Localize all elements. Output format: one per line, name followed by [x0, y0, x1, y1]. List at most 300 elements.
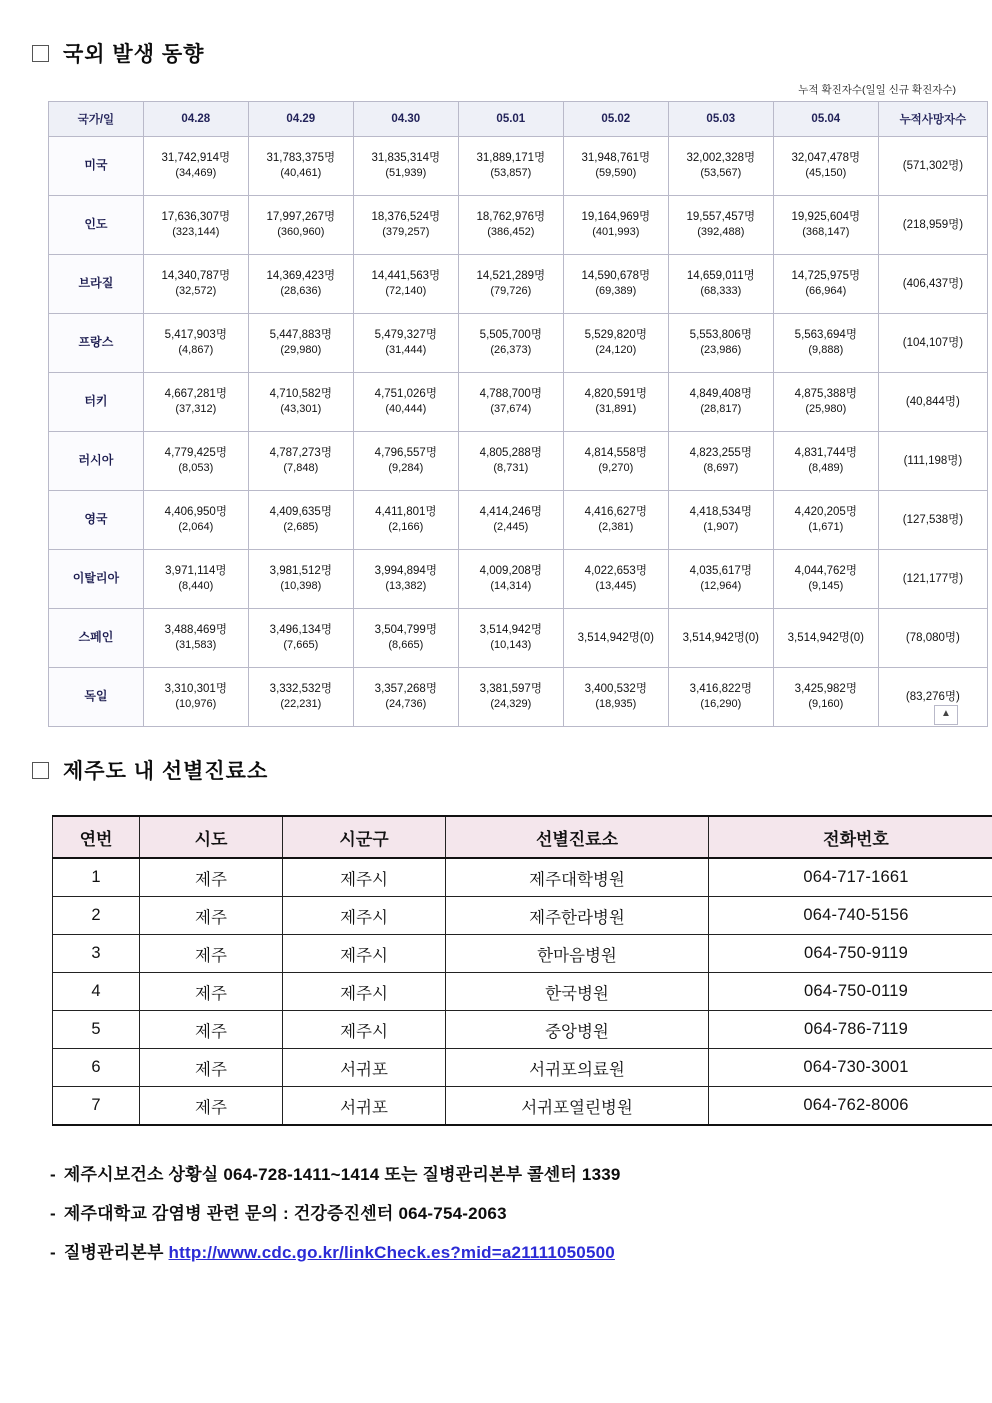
cumulative-value: 3,416,822명: [689, 682, 752, 695]
table-row: [49, 373, 988, 432]
cumulative-value: 3,496,134명: [269, 623, 332, 636]
country-name: 이탈리아: [49, 550, 144, 609]
daily-value: (9,888): [808, 344, 844, 357]
daily-value: (29,980): [280, 344, 322, 357]
daily-value: (9,145): [808, 580, 844, 593]
cumulative-value: 17,997,267명: [266, 210, 336, 223]
data-cell: [563, 668, 668, 727]
country-name: 독일: [49, 668, 144, 727]
note-dash: -: [50, 1243, 56, 1262]
cumulative-value: 32,047,478명: [791, 151, 861, 164]
cumulative-value: 4,409,635명: [269, 505, 332, 518]
daily-value: (28,636): [280, 285, 322, 298]
death-total: (40,844명): [878, 373, 987, 432]
cumulative-value: 31,742,914명: [161, 151, 231, 164]
world-trend-table: [48, 101, 988, 727]
daily-value: (40,461): [280, 167, 322, 180]
data-cell: [353, 314, 458, 373]
data-cell: [248, 196, 353, 255]
table-row: [49, 668, 988, 727]
cumulative-value: 5,553,806명: [689, 328, 752, 341]
cumulative-value: 3,488,469명: [164, 623, 227, 636]
daily-value: (2,685): [283, 521, 319, 534]
daily-value: (2,381): [598, 521, 634, 534]
note-text-2: 제주대학교 감염병 관련 문의 : 건강증진센터 064-754-2063: [63, 1204, 507, 1223]
table-row: [49, 137, 988, 196]
death-total: (127,538명): [878, 491, 987, 550]
daily-value: (8,440): [178, 580, 214, 593]
cumulative-value: 3,504,799명: [374, 623, 437, 636]
data-cell: [353, 550, 458, 609]
clinic-name: 한국병원: [446, 973, 709, 1011]
table-row: [53, 1087, 992, 1126]
data-cell: [143, 432, 248, 491]
data-cell: [458, 373, 563, 432]
col-header-phone: 전화번호: [709, 816, 992, 858]
checkbox-icon[interactable]: [32, 762, 49, 779]
data-cell: [668, 373, 773, 432]
cumulative-value: 4,814,558명: [584, 446, 647, 459]
table-row: [49, 609, 988, 668]
cumulative-value: 4,022,653명: [584, 564, 647, 577]
data-cell: [458, 314, 563, 373]
daily-value: (9,270): [598, 462, 634, 475]
country-name: 영국: [49, 491, 144, 550]
daily-value: (53,857): [490, 167, 532, 180]
data-cell: [773, 432, 878, 491]
cumulative-value: 17,636,307명: [161, 210, 231, 223]
cumulative-value: 4,035,617명: [689, 564, 752, 577]
data-cell: [248, 137, 353, 196]
clinic-phone: 064-786-7119: [709, 1011, 992, 1049]
col-header-0428: 04.28: [143, 102, 248, 137]
country-name: 프랑스: [49, 314, 144, 373]
clinic-phone: 064-740-5156: [709, 897, 992, 935]
cumulative-value: 3,994,894명: [374, 564, 437, 577]
clinic-phone: 064-730-3001: [709, 1049, 992, 1087]
table-row: [53, 1011, 992, 1049]
cumulative-value: 3,971,114명: [165, 564, 227, 577]
data-cell: [458, 196, 563, 255]
daily-value: (13,445): [595, 580, 637, 593]
table-row: [53, 935, 992, 973]
data-cell: [248, 550, 353, 609]
cumulative-value: 3,400,532명: [584, 682, 647, 695]
note-line-3: [50, 1238, 960, 1263]
scroll-up-icon[interactable]: ▲: [934, 705, 958, 725]
table-row: [53, 1049, 992, 1087]
col-header-0504: 05.04: [773, 102, 878, 137]
col-header-sido: 시도: [140, 816, 283, 858]
cumulative-value: 5,563,694명: [794, 328, 857, 341]
daily-value: (59,590): [595, 167, 637, 180]
cumulative-value: 3,310,301명: [164, 682, 227, 695]
daily-value: (8,489): [808, 462, 844, 475]
daily-value: (37,674): [490, 403, 532, 416]
cumulative-value: 4,820,591명: [584, 387, 647, 400]
data-cell: [248, 609, 353, 668]
table-header-row: [49, 102, 988, 137]
daily-value: (4,867): [178, 344, 214, 357]
death-total: (571,302명): [878, 137, 987, 196]
clinic-no: 5: [53, 1011, 140, 1049]
table-row: [53, 858, 992, 897]
data-cell: [248, 432, 353, 491]
col-header-0501: 05.01: [458, 102, 563, 137]
cumulative-value: 3,381,597명: [479, 682, 542, 695]
daily-value: (40,444): [385, 403, 427, 416]
footnotes: [50, 1160, 960, 1263]
death-total: (406,437명): [878, 255, 987, 314]
data-cell: [248, 668, 353, 727]
daily-value: (37,312): [175, 403, 217, 416]
data-cell: [248, 491, 353, 550]
daily-value: (8,697): [703, 462, 739, 475]
cumulative-value: 4,875,388명: [794, 387, 857, 400]
clinic-sigungu: 제주시: [283, 1011, 446, 1049]
daily-value: (360,960): [277, 226, 325, 239]
daily-value: (22,231): [280, 698, 322, 711]
daily-value: (2,166): [388, 521, 424, 534]
country-name: 러시아: [49, 432, 144, 491]
world-table-body: [49, 137, 988, 727]
data-cell: [773, 314, 878, 373]
daily-value: (31,583): [175, 639, 217, 652]
data-cell: [353, 609, 458, 668]
daily-value: (7,848): [283, 462, 319, 475]
cumulative-value: 14,521,289명: [476, 269, 546, 282]
data-cell: [458, 255, 563, 314]
death-total: (78,080명): [878, 609, 987, 668]
daily-value: (34,469): [175, 167, 217, 180]
note-text-3: 질병관리본부: [63, 1243, 164, 1262]
data-cell: [668, 609, 773, 668]
daily-value: (43,301): [280, 403, 322, 416]
data-cell: [248, 314, 353, 373]
cumulative-value: 18,762,976명: [476, 210, 546, 223]
country-name: 미국: [49, 137, 144, 196]
data-cell: [143, 196, 248, 255]
cumulative-value: 3,514,942명(0): [787, 631, 864, 644]
cumulative-value: 4,418,534명: [689, 505, 752, 518]
cumulative-value: 4,831,744명: [794, 446, 857, 459]
cumulative-value: 4,751,026명: [374, 387, 437, 400]
daily-value: (26,373): [490, 344, 532, 357]
data-cell: [773, 609, 878, 668]
cumulative-value: 5,479,327명: [374, 328, 437, 341]
clinic-no: 3: [53, 935, 140, 973]
clinic-table-wrapper: [52, 815, 960, 1126]
clinic-sido: 제주: [140, 858, 283, 897]
data-cell: [563, 196, 668, 255]
clinic-sigungu: 제주시: [283, 858, 446, 897]
data-cell: [668, 314, 773, 373]
cumulative-value: 4,420,205명: [794, 505, 857, 518]
data-cell: [143, 668, 248, 727]
daily-value: (24,120): [595, 344, 637, 357]
data-cell: [353, 137, 458, 196]
data-cell: [143, 255, 248, 314]
daily-value: (1,671): [808, 521, 844, 534]
clinic-sido: 제주: [140, 897, 283, 935]
table-header-row: [53, 816, 992, 858]
cumulative-value: 4,849,408명: [689, 387, 752, 400]
cumulative-value: 4,779,425명: [164, 446, 227, 459]
daily-value: (8,053): [178, 462, 214, 475]
data-cell: [668, 196, 773, 255]
clinic-no: 4: [53, 973, 140, 1011]
cumulative-value: 4,044,762명: [794, 564, 857, 577]
cumulative-value: 4,414,246명: [479, 505, 542, 518]
death-total: (218,959명): [878, 196, 987, 255]
data-cell: [563, 432, 668, 491]
cumulative-value: 4,667,281명: [164, 387, 227, 400]
cumulative-value: 3,514,942명(0): [682, 631, 759, 644]
clinic-sigungu: 제주시: [283, 973, 446, 1011]
table-row: [53, 897, 992, 935]
data-cell: [458, 668, 563, 727]
data-cell: [668, 255, 773, 314]
cumulative-value: 19,164,969명: [581, 210, 651, 223]
data-cell: [143, 550, 248, 609]
data-cell: [458, 432, 563, 491]
note-text-1: 제주시보건소 상황실 064-728-1411~1414 또는 질병관리본부 콜센터 1339: [63, 1165, 621, 1184]
col-header-country: 국가/일: [49, 102, 144, 137]
daily-value: (386,452): [487, 226, 535, 239]
cumulative-value: 4,796,557명: [374, 446, 437, 459]
daily-value: (392,488): [697, 226, 745, 239]
world-table-note: 누적 확진자수(일일 신규 확진자수): [798, 84, 956, 96]
data-cell: [773, 373, 878, 432]
col-header-no: 연번: [53, 816, 140, 858]
data-cell: [563, 491, 668, 550]
clinic-name: 제주한라병원: [446, 897, 709, 935]
cumulative-value: 4,710,582명: [269, 387, 332, 400]
section-header-clinic: [32, 755, 966, 785]
death-total: (121,177명): [878, 550, 987, 609]
cumulative-value: 5,505,700명: [479, 328, 542, 341]
data-cell: [458, 137, 563, 196]
data-cell: [773, 668, 878, 727]
death-total: (83,276명): [878, 668, 987, 727]
daily-value: (24,736): [385, 698, 427, 711]
data-cell: [143, 609, 248, 668]
clinic-name: 서귀포의료원: [446, 1049, 709, 1087]
death-total: (111,198명): [878, 432, 987, 491]
table-row: [49, 432, 988, 491]
clinic-phone: 064-750-9119: [709, 935, 992, 973]
clinic-name: 중앙병원: [446, 1011, 709, 1049]
daily-value: (79,726): [490, 285, 532, 298]
data-cell: [773, 196, 878, 255]
page-title-clinic: 제주도 내 선별진료소: [63, 760, 269, 783]
col-header-sigungu: 시군구: [283, 816, 446, 858]
daily-value: (12,964): [700, 580, 742, 593]
daily-value: (28,817): [700, 403, 742, 416]
cumulative-value: 14,659,011명: [686, 269, 755, 282]
country-name: 브라질: [49, 255, 144, 314]
daily-value: (10,143): [490, 639, 532, 652]
cumulative-value: 5,447,883명: [269, 328, 332, 341]
clinic-sigungu: 서귀포: [283, 1087, 446, 1126]
cumulative-value: 31,783,375명: [266, 151, 336, 164]
cumulative-value: 4,406,950명: [164, 505, 227, 518]
daily-value: (53,567): [700, 167, 742, 180]
clinic-name: 한마음병원: [446, 935, 709, 973]
daily-value: (45,150): [805, 167, 847, 180]
cumulative-value: 14,590,678명: [581, 269, 651, 282]
data-cell: [773, 491, 878, 550]
daily-value: (10,398): [280, 580, 322, 593]
data-cell: [668, 668, 773, 727]
daily-value: (23,986): [700, 344, 742, 357]
daily-value: (16,290): [700, 698, 742, 711]
daily-value: (379,257): [382, 226, 430, 239]
cumulative-value: 31,835,314명: [371, 151, 441, 164]
data-cell: [143, 314, 248, 373]
daily-value: (24,329): [490, 698, 532, 711]
data-cell: [563, 137, 668, 196]
daily-value: (7,665): [283, 639, 319, 652]
clinic-table-body: [53, 858, 992, 1125]
col-header-0430: 04.30: [353, 102, 458, 137]
cumulative-value: 14,369,423명: [266, 269, 336, 282]
daily-value: (25,980): [805, 403, 847, 416]
cumulative-value: 14,340,787명: [161, 269, 231, 282]
data-cell: [353, 373, 458, 432]
data-cell: [353, 432, 458, 491]
cumulative-value: 3,981,512명: [269, 564, 332, 577]
cumulative-value: 5,417,903명: [164, 328, 227, 341]
page-title-world: 국외 발생 동향: [63, 43, 205, 66]
table-row: [49, 314, 988, 373]
clinic-name: 서귀포열린병원: [446, 1087, 709, 1126]
cumulative-value: 3,425,982명: [794, 682, 857, 695]
cumulative-value: 14,441,563명: [371, 269, 441, 282]
daily-value: (2,445): [493, 521, 529, 534]
cumulative-value: 3,514,942명(0): [577, 631, 654, 644]
table-row: [49, 255, 988, 314]
daily-value: (8,665): [388, 639, 424, 652]
data-cell: [668, 491, 773, 550]
col-header-clinic: 선별진료소: [446, 816, 709, 858]
data-cell: [773, 550, 878, 609]
data-cell: [773, 255, 878, 314]
clinic-phone: 064-717-1661: [709, 858, 992, 897]
col-header-0502: 05.02: [563, 102, 668, 137]
data-cell: [668, 550, 773, 609]
data-cell: [563, 373, 668, 432]
daily-value: (323,144): [172, 226, 220, 239]
section-header-world: [32, 38, 966, 68]
data-cell: [353, 255, 458, 314]
cumulative-value: 31,889,171명: [476, 151, 546, 164]
clinic-table-head: [53, 816, 992, 858]
kdca-link[interactable]: http://www.cdc.go.kr/linkCheck.es?mid=a21111050500: [168, 1243, 615, 1262]
cumulative-value: 14,725,975명: [791, 269, 861, 282]
col-header-0429: 04.29: [248, 102, 353, 137]
col-header-0503: 05.03: [668, 102, 773, 137]
data-cell: [353, 668, 458, 727]
data-cell: [248, 373, 353, 432]
cumulative-value: 19,557,457명: [686, 210, 756, 223]
world-table-head: [49, 102, 988, 137]
clinic-phone: 064-750-0119: [709, 973, 992, 1011]
clinic-sido: 제주: [140, 1011, 283, 1049]
table-row: [53, 973, 992, 1011]
daily-value: (31,891): [595, 403, 637, 416]
daily-value: (2,064): [178, 521, 214, 534]
note-dash: -: [50, 1165, 56, 1184]
data-cell: [143, 373, 248, 432]
daily-value: (72,140): [385, 285, 427, 298]
daily-value: (69,389): [595, 285, 637, 298]
daily-value: (1,907): [703, 521, 739, 534]
death-total: (104,107명): [878, 314, 987, 373]
table-row: [49, 550, 988, 609]
clinic-no: 6: [53, 1049, 140, 1087]
table-row: [49, 196, 988, 255]
clinic-sido: 제주: [140, 1049, 283, 1087]
country-name: 스페인: [49, 609, 144, 668]
clinic-phone: 064-762-8006: [709, 1087, 992, 1126]
data-cell: [563, 255, 668, 314]
note-dash: -: [50, 1204, 56, 1223]
country-name: 터키: [49, 373, 144, 432]
data-cell: [563, 550, 668, 609]
clinic-no: 1: [53, 858, 140, 897]
data-cell: [353, 196, 458, 255]
daily-value: (51,939): [385, 167, 427, 180]
clinic-sigungu: 제주시: [283, 897, 446, 935]
clinic-no: 7: [53, 1087, 140, 1126]
cumulative-value: 3,514,942명: [479, 623, 542, 636]
note-line-1: [50, 1160, 960, 1185]
daily-value: (368,147): [802, 226, 850, 239]
daily-value: (32,572): [175, 285, 217, 298]
data-cell: [668, 137, 773, 196]
daily-value: (68,333): [700, 285, 742, 298]
clinic-sido: 제주: [140, 973, 283, 1011]
data-cell: [248, 255, 353, 314]
data-cell: [563, 609, 668, 668]
data-cell: [143, 137, 248, 196]
table-row: [49, 491, 988, 550]
cumulative-value: 4,411,801명: [375, 505, 437, 518]
clinic-sido: 제주: [140, 935, 283, 973]
data-cell: [353, 491, 458, 550]
data-cell: [458, 609, 563, 668]
daily-value: (401,993): [592, 226, 640, 239]
data-cell: [143, 491, 248, 550]
data-cell: [668, 432, 773, 491]
cumulative-value: 3,332,532명: [269, 682, 332, 695]
daily-value: (9,160): [808, 698, 844, 711]
daily-value: (9,284): [388, 462, 424, 475]
cumulative-value: 4,788,700명: [479, 387, 542, 400]
cumulative-value: 19,925,604명: [791, 210, 861, 223]
cumulative-value: 31,948,761명: [581, 151, 651, 164]
col-header-deaths: 누적사망자수: [878, 102, 987, 137]
daily-value: (14,314): [490, 580, 532, 593]
note-line-2: [50, 1199, 960, 1224]
clinic-sigungu: 제주시: [283, 935, 446, 973]
cumulative-value: 5,529,820명: [584, 328, 647, 341]
data-cell: [563, 314, 668, 373]
daily-value: (31,444): [385, 344, 427, 357]
clinic-no: 2: [53, 897, 140, 935]
checkbox-icon[interactable]: [32, 45, 49, 62]
